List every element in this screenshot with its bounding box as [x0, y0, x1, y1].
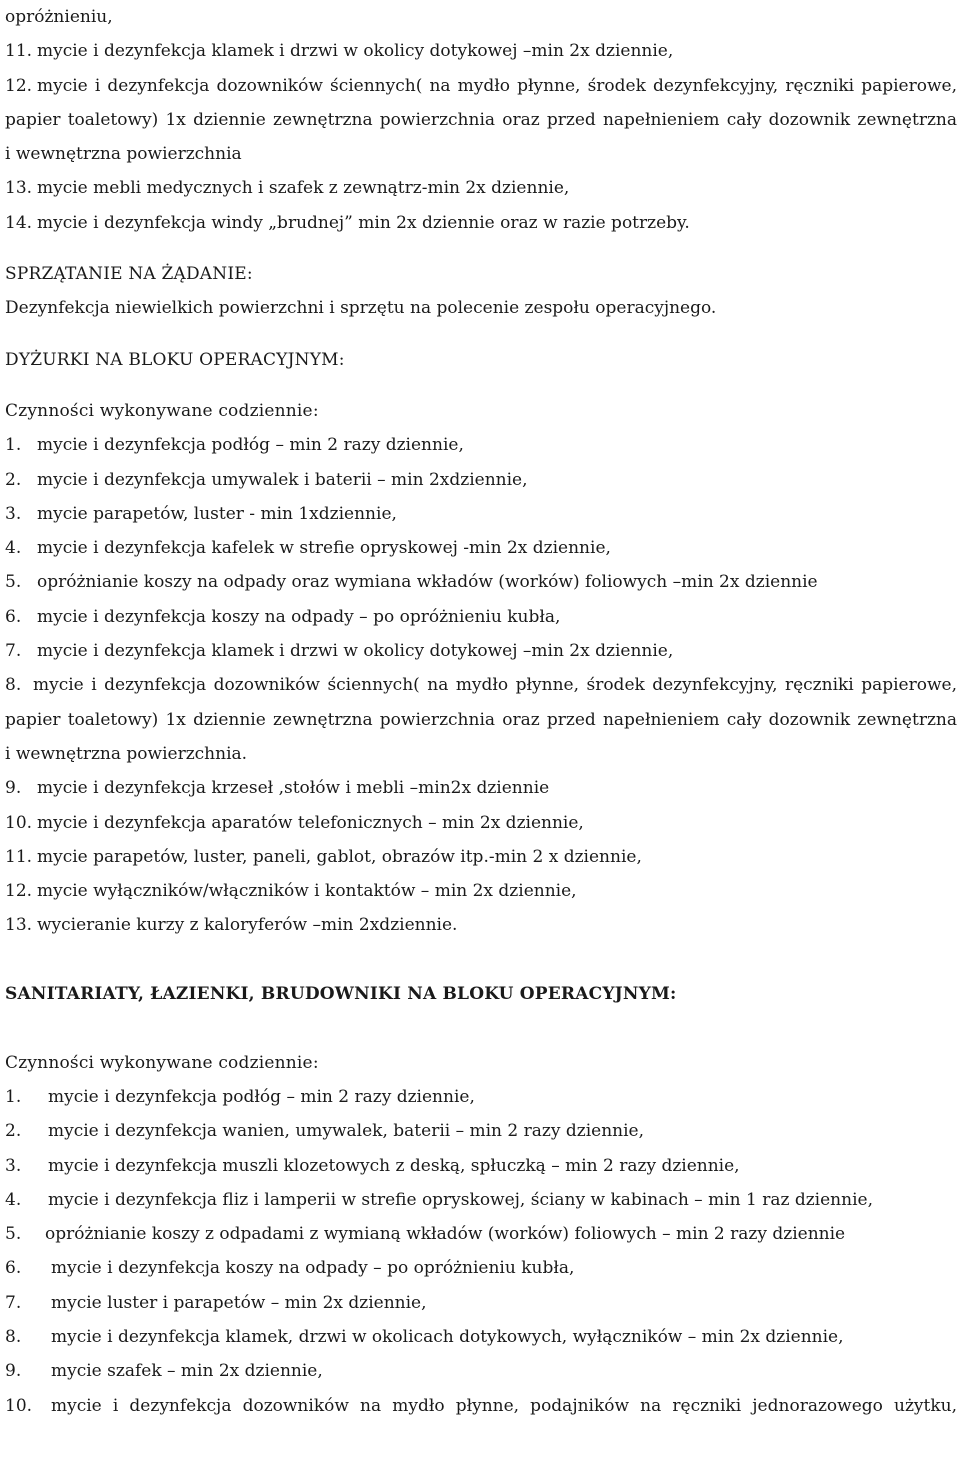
item-text: mycie parapetów, luster - min 1xdziennie,: [37, 503, 397, 524]
item-number: 1.: [5, 435, 22, 456]
item-text: mycie mebli medycznych i szafek z zewnątrz-min 2x dziennie,: [37, 178, 570, 199]
list-item: [5, 463, 957, 497]
item-continuation: papier toaletowy) 1x dziennie zewnętrzna powierzchnia oraz przed napełnieniem cały dozownik zewnętrzna: [5, 109, 957, 130]
item-text: mycie i dezynfekcja klamek i drzwi w okolicy dotykowej –min 2x dziennie,: [37, 641, 674, 662]
item-number: 10.: [5, 1395, 33, 1416]
list-item: [5, 1217, 957, 1251]
list-item: [5, 171, 957, 205]
item-number: 4.: [5, 538, 22, 559]
item-number: 3.: [5, 503, 22, 524]
section-heading-on-demand: SPRZĄTANIE NA ŻĄDANIE:: [5, 264, 253, 285]
carry-over-text: opróżnieniu,: [5, 7, 113, 27]
list-item: [5, 634, 957, 668]
list-item: [5, 1389, 957, 1423]
item-number: 5.: [5, 1224, 22, 1245]
item-number: 12.: [5, 881, 33, 902]
item-number: 5.: [5, 572, 22, 593]
item-number: 8.: [5, 675, 22, 696]
item-number: 1.: [5, 1086, 22, 1107]
item-text: mycie szafek – min 2x dziennie,: [51, 1361, 323, 1382]
item-text: mycie i dezynfekcja umywalek i baterii – min 2xdziennie,: [37, 469, 528, 490]
item-number: 6.: [5, 606, 22, 627]
item-number: 2.: [5, 1121, 22, 1142]
item-text: mycie i dezynfekcja fliz i lamperii w strefie opryskowej, ściany w kabinach – min 1 raz dziennie,: [48, 1189, 873, 1210]
list-item: [5, 1149, 957, 1183]
item-text: wycieranie kurzy z kaloryferów –min 2xdziennie.: [37, 915, 458, 936]
item-text: mycie luster i parapetów – min 2x dziennie,: [51, 1292, 427, 1313]
item-text: mycie wyłączników/włączników i kontaktów – min 2x dziennie,: [37, 881, 577, 902]
item-number: 10.: [5, 812, 33, 833]
list-item: [5, 874, 957, 908]
item-number: 14.: [5, 212, 33, 233]
item-text: mycie i dezynfekcja klamek i drzwi w okolicy dotykowej –min 2x dziennie,: [37, 41, 674, 62]
list-item: [5, 840, 957, 874]
item-continuation: i wewnętrzna powierzchnia: [5, 144, 242, 165]
item-continuation: i wewnętrzna powierzchnia.: [5, 743, 248, 764]
item-text: mycie i dezynfekcja koszy na odpady – po opróżnieniu kubła,: [37, 606, 561, 627]
item-text: mycie i dezynfekcja dozowników ściennych( na mydło płynne, środek dezynfekcyjny, ręczniki papierowe,: [37, 75, 957, 96]
item-text: mycie i dezynfekcja wanien, umywalek, baterii – min 2 razy dziennie,: [48, 1121, 644, 1142]
section-subheading: Czynności wykonywane codziennie:: [5, 1052, 319, 1073]
item-number: 7.: [5, 1292, 22, 1313]
item-number: 11.: [5, 846, 33, 867]
list-item: [5, 1320, 957, 1354]
list-item: [5, 1114, 957, 1148]
item-number: 4.: [5, 1189, 22, 1210]
item-text: mycie i dezynfekcja podłóg – min 2 razy dziennie,: [48, 1086, 475, 1107]
list-item: [5, 531, 957, 565]
item-text: mycie i dezynfekcja koszy na odpady – po opróżnieniu kubła,: [51, 1258, 575, 1279]
item-text: mycie i dezynfekcja muszli klozetowych z deską, spłuczką – min 2 razy dziennie,: [48, 1155, 740, 1176]
item-text: mycie i dezynfekcja kafelek w strefie opryskowej -min 2x dziennie,: [37, 538, 611, 559]
item-text: opróżnianie koszy na odpady oraz wymiana wkładów (worków) foliowych –min 2x dziennie: [37, 572, 818, 593]
item-text: mycie i dezynfekcja podłóg – min 2 razy dziennie,: [37, 435, 464, 456]
item-number: 3.: [5, 1155, 22, 1176]
list-item: [5, 908, 957, 942]
item-number: 9.: [5, 778, 22, 799]
on-demand-text: Dezynfekcja niewielkich powierzchni i sprzętu na polecenie zespołu operacyjnego.: [5, 298, 717, 319]
item-number: 9.: [5, 1361, 22, 1382]
list-item: [5, 600, 957, 634]
item-text: mycie i dezynfekcja krzeseł ,stołów i mebli –min2x dziennie: [37, 778, 550, 799]
list-item: [5, 1251, 957, 1285]
list-item: [5, 1286, 957, 1320]
list-item: [5, 771, 957, 805]
section-heading-sanitary: SANITARIATY, ŁAZIENKI, BRUDOWNIKI NA BLOKU OPERACYJNYM:: [5, 984, 677, 1005]
item-text: mycie i dezynfekcja klamek, drzwi w okolicach dotykowych, wyłączników – min 2x dziennie,: [51, 1326, 844, 1347]
item-text: opróżnianie koszy z odpadami z wymianą wkładów (worków) foliowych – min 2 razy dziennie: [45, 1224, 846, 1245]
list-item: [5, 206, 957, 240]
list-item: [5, 1354, 957, 1388]
list-item: [5, 1080, 957, 1114]
item-number: 11.: [5, 41, 33, 62]
item-continuation: papier toaletowy) 1x dziennie zewnętrzna powierzchnia oraz przed napełnieniem cały dozownik zewnętrzna: [5, 709, 957, 730]
item-number: 13.: [5, 178, 33, 199]
section-heading-duty-rooms: DYŻURKI NA BLOKU OPERACYJNYM:: [5, 349, 345, 370]
list-item: [5, 806, 957, 840]
item-number: 8.: [5, 1326, 22, 1347]
item-number: 7.: [5, 641, 22, 662]
item-text: mycie parapetów, luster, paneli, gablot, obrazów itp.-min 2 x dziennie,: [37, 846, 642, 867]
section-subheading: Czynności wykonywane codziennie:: [5, 400, 319, 421]
item-number: 6.: [5, 1258, 22, 1279]
document-page: [5, 0, 957, 1423]
list-item: [5, 1183, 957, 1217]
list-item: [5, 565, 957, 599]
item-text: mycie i dezynfekcja aparatów telefonicznych – min 2x dziennie,: [37, 812, 584, 833]
list-item: [5, 428, 957, 462]
item-number: 2.: [5, 469, 22, 490]
list-item: [5, 497, 957, 531]
item-text: mycie i dezynfekcja dozowników ściennych( na mydło płynne, środek dezynfekcyjny, ręczniki papierowe,: [33, 675, 957, 696]
item-text: mycie i dezynfekcja windy „brudnej” min 2x dziennie oraz w razie potrzeby.: [37, 212, 690, 233]
list-item: [5, 668, 957, 702]
list-item: [5, 69, 957, 103]
item-text: mycie i dezynfekcja dozowników na mydło płynne, podajników na ręczniki jednorazowego użytku,: [51, 1395, 957, 1416]
list-item: [5, 34, 957, 68]
item-number: 13.: [5, 915, 33, 936]
item-number: 12.: [5, 75, 33, 96]
